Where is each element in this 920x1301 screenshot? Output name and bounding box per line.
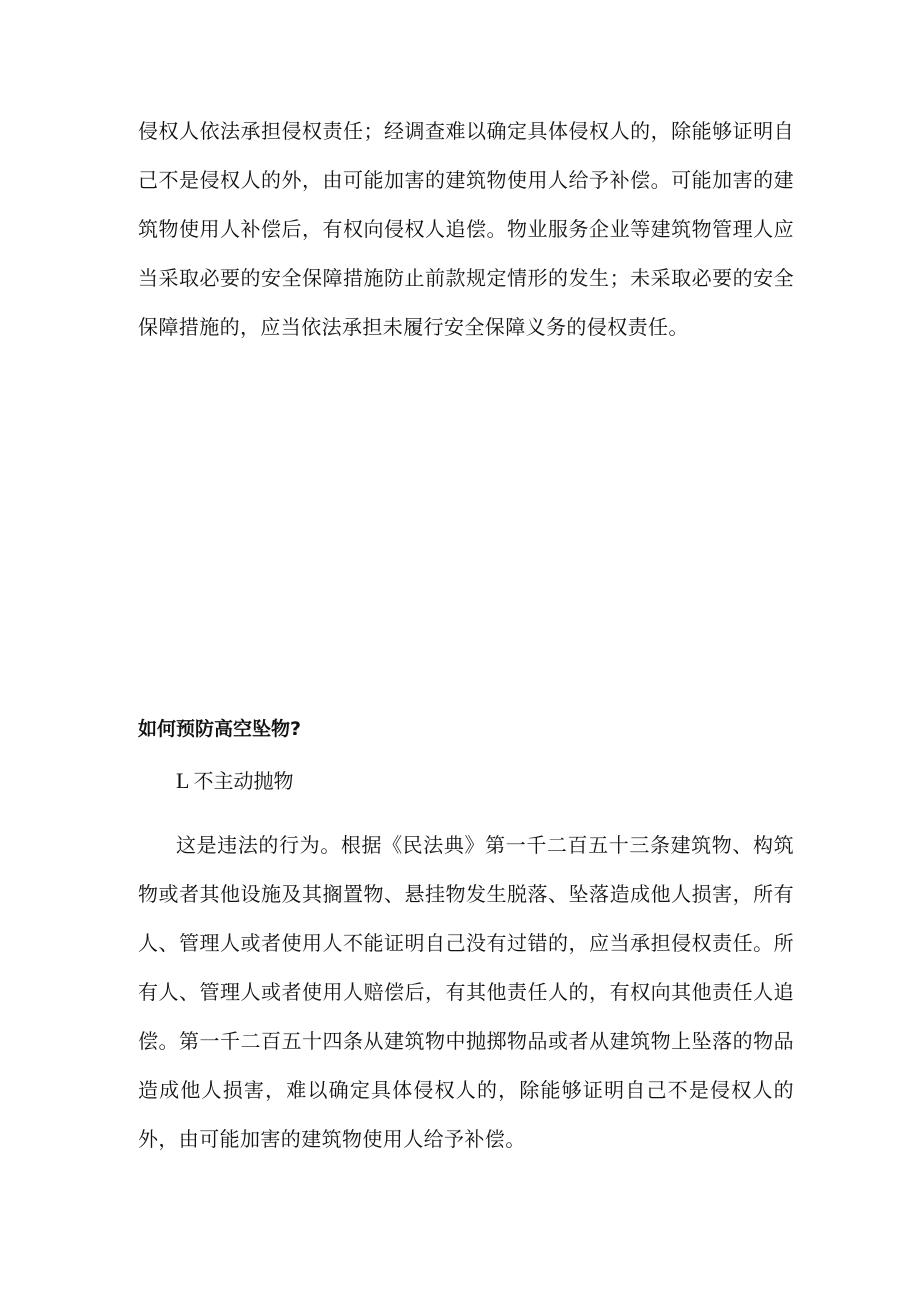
section-heading: 如何预防高空坠物? [138,718,302,740]
paragraph-liability: 侵权人依法承担侵权责任；经调查难以确定具体侵权人的，除能够证明自己不是侵权人的外，由可能加害的建筑物使用人给予补偿。可能加害的建筑物使用人补偿后，有权向侵权人追偿。物业服务企业等建筑物管理人应当采取必要的安全保障措施防止前款规定情形的发生；未采取必要的安全保障措施的，应当依法承担未履行安全保障义务的侵权责任。 [138,119,794,339]
list-item [176,764,293,798]
paragraph-civil-code: 这是违法的行为。根据《民法典》第一千二百五十三条建筑物、构筑物或者其他设施及其搁置物、悬挂物发生脱落、坠落造成他人损害，所有人、管理人或者使用人不能证明自己没有过错的，应当承担侵权责任。所有人、管理人或者使用人赔偿后，有其他责任人的，有权向其他责任人追偿。第一千二百五十四条从建筑物中抛掷物品或者从建筑物上坠落的物品造成他人损害，难以确定具体侵权人的，除能够证明自己不是侵权人的外，由可能加害的建筑物使用人给予补偿。 [138,833,794,1151]
list-item-text: 不主动抛物 [193,769,294,793]
list-item-marker: L [176,768,190,793]
